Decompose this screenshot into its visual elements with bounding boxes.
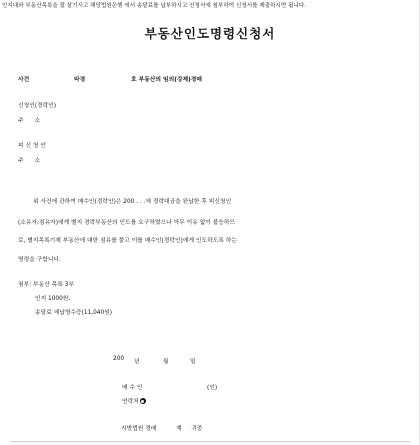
respondent-address-label: 주 소 [18, 158, 41, 164]
document-title: 부동산인도명령신청서 [144, 26, 276, 41]
attachments-heading: 첨부: 부동산 목록 3부 [18, 282, 74, 288]
body-line-3: 로, 별지목록기재 부동산에 대한 점유를 풀고 이를 매수인(경락인)에게 인도하도록 하는 [18, 238, 237, 244]
applicant-address-label: 주 소 [18, 118, 41, 124]
case-label: 사건 [18, 77, 30, 83]
respondent-label: 피 신 청 인 [18, 143, 46, 149]
buyer-label: 매 수 인 [122, 385, 143, 391]
case-auction-text: 호 부동산의 임의(강제)경매 [131, 77, 202, 83]
case-ta-label: 타경 [74, 77, 86, 83]
phone-icon [140, 398, 146, 404]
contact-label: 연락처 [122, 399, 139, 405]
header-note: 인지대와 부동산목록을 잘 살기시고 해당법원은행 에서 송달료를 납부하시고 신청서에 첨부하여 신청서를 제출하시면 됩니다. [2, 3, 307, 9]
bottom-rule [10, 441, 410, 442]
date-day-unit: 일 [190, 359, 196, 365]
contact-row [122, 396, 146, 405]
body-line-4: 명령을 구합니다. [18, 257, 61, 263]
body-line-1: 위 사건에 관하여 매수인(경락인)은 200 . . .에 경락대금을 완납한 후 피신청인 [33, 199, 232, 205]
date-year-unit: 년 [134, 359, 140, 365]
body-line-2: (소유자,점유자)에게 별지 경락부동산의 인도를 요구하였으나 아무 이유 없이 불응하므 [18, 220, 236, 226]
applicant-label: 신청인(경락인) [18, 103, 57, 109]
court-name: 지방법원 경매 [121, 426, 157, 432]
date-year: 200 [113, 356, 125, 362]
date-month-unit: 월 [163, 359, 169, 365]
court-division: 계 [176, 426, 182, 432]
seal-mark: (인) [207, 385, 218, 391]
attachment-item-stamp: 인지 1000원, [35, 296, 71, 302]
court-recipient: 귀중 [191, 426, 203, 432]
attachment-item-receipt: 송달료 예납영수증(11,040원) [35, 310, 113, 316]
